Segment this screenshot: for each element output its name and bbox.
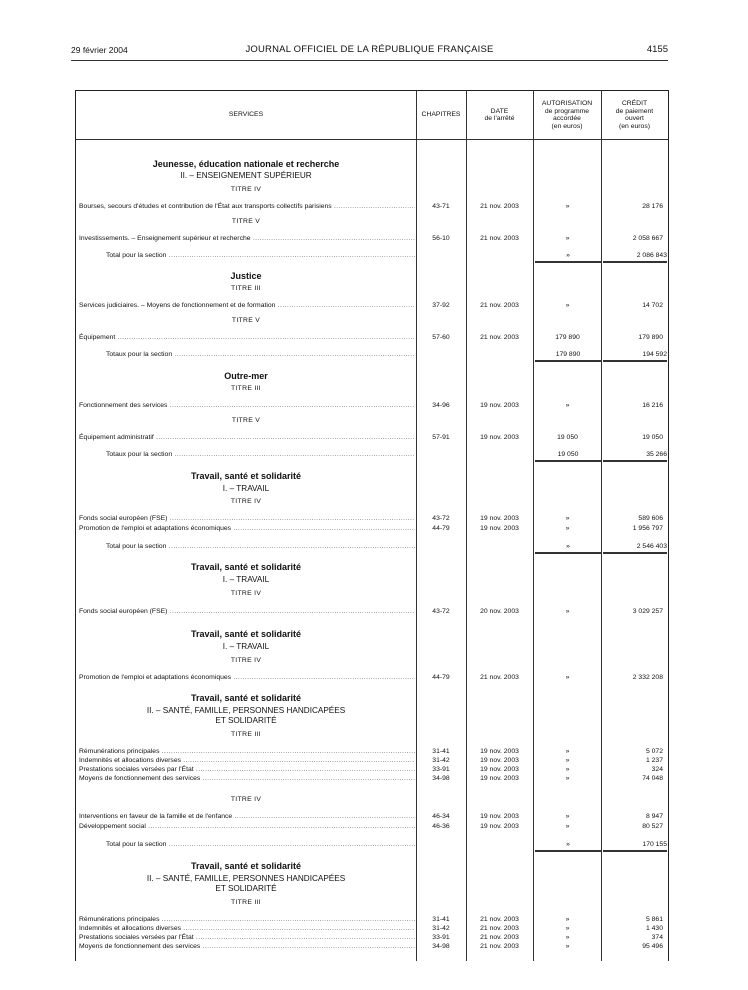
credit-cell: 170 155: [603, 840, 667, 852]
titre-heading: TITRE V: [231, 417, 261, 424]
table-row: [76, 234, 668, 244]
autorisation-cell: »: [565, 203, 570, 210]
service-label: Bourses, secours d'études et contribution de l'État aux transports collectifs parisiens .....: [79, 202, 415, 212]
service-label: Indemnités et allocations diverses .....: [79, 924, 415, 934]
section-subheading: II. – SANTÉ, FAMILLE, PERSONNES HANDICAPÉES ET SOLIDARITÉ: [146, 874, 346, 893]
titre-heading: TITRE IV: [230, 498, 262, 505]
autorisation-cell: »: [565, 674, 570, 681]
service-label: Prestations sociales versées par l'État .....: [79, 933, 415, 943]
titre-heading: TITRE III: [231, 731, 261, 738]
credit-cell: 5 072: [645, 748, 663, 755]
credit-cell: 3 029 257: [632, 608, 663, 615]
chapitre-cell: 44-79: [432, 525, 450, 532]
date-cell: 21 nov. 2003: [480, 934, 519, 941]
autorisation-cell: »: [565, 925, 570, 932]
date-cell: 21 nov. 2003: [480, 925, 519, 932]
autorisation-cell: »: [565, 748, 570, 755]
credit-cell: 589 606: [638, 515, 663, 522]
table-row: [76, 333, 668, 343]
autorisation-cell: »: [565, 235, 570, 242]
autorisation-cell: 19 050: [535, 450, 601, 462]
titre-heading: TITRE V: [231, 218, 261, 225]
autorisation-cell: 19 050: [557, 434, 578, 441]
table-row: [76, 607, 668, 617]
chapitre-cell: 37-92: [432, 302, 450, 309]
service-label: Interventions en faveur de la famille et de l'enfance .....: [79, 812, 415, 822]
chapitre-cell: 34-98: [432, 775, 450, 782]
date-cell: 20 nov. 2003: [480, 608, 519, 615]
credit-cell: 194 592: [603, 350, 667, 362]
chapitre-cell: 33-91: [432, 934, 450, 941]
credit-cell: 5 861: [645, 916, 663, 923]
credit-cell: 16 216: [642, 402, 663, 409]
section-heading: Jeunesse, éducation nationale et recherche: [152, 159, 340, 169]
service-label: Totaux pour la section .....: [106, 450, 415, 460]
table-row: [76, 514, 668, 524]
credit-cell: 179 890: [638, 334, 663, 341]
chapitre-cell: 43-72: [432, 608, 450, 615]
col-header-services: SERVICES: [228, 111, 264, 119]
table-header: [76, 91, 668, 140]
credit-cell: 28 176: [642, 203, 663, 210]
date-cell: 21 nov. 2003: [480, 943, 519, 950]
credit-cell: 2 058 667: [632, 235, 663, 242]
section-heading: Travail, santé et solidarité: [190, 693, 302, 703]
credit-cell: 14 702: [642, 302, 663, 309]
section-subheading: I. – TRAVAIL: [222, 642, 270, 651]
date-cell: 21 nov. 2003: [480, 674, 519, 681]
section-heading: Justice: [230, 271, 262, 281]
chapitre-cell: 33-91: [432, 766, 450, 773]
col-header-chapitres: CHAPITRES: [421, 111, 461, 119]
autorisation-cell: »: [565, 525, 570, 532]
service-label: Totaux pour la section .....: [106, 350, 415, 360]
journal-title: JOURNAL OFFICIEL DE LA RÉPUBLIQUE FRANÇAISE: [245, 44, 494, 55]
total-row: [76, 450, 668, 460]
header-rule: [71, 60, 668, 61]
chapitre-cell: 31-42: [432, 757, 450, 764]
autorisation-cell: 179 890: [555, 334, 580, 341]
autorisation-cell: »: [565, 302, 570, 309]
service-label: Fonds social européen (FSE) .....: [79, 607, 415, 617]
date-cell: 19 nov. 2003: [480, 823, 519, 830]
date-cell: 21 nov. 2003: [480, 203, 519, 210]
service-label: Équipement .....: [79, 333, 415, 343]
service-label: Total pour la section .....: [106, 840, 415, 850]
autorisation-cell: »: [535, 251, 601, 263]
credit-cell: 1 430: [645, 925, 663, 932]
table-row: [76, 673, 668, 683]
service-label: Total pour la section .....: [106, 542, 415, 552]
credit-cell: 2 332 208: [632, 674, 663, 681]
credit-cell: 35 266: [603, 450, 667, 462]
credit-cell: 374: [651, 934, 663, 941]
service-label: Équipement administratif .....: [79, 433, 415, 443]
credit-cell: 1 237: [645, 757, 663, 764]
service-label: Moyens de fonctionnement des services .....: [79, 942, 415, 952]
credits-table: [75, 90, 669, 961]
chapitre-cell: 46-36: [432, 823, 450, 830]
credit-cell: 2 086 843: [603, 251, 667, 263]
table-row: [76, 812, 668, 822]
table-row: [76, 524, 668, 534]
table-row: [76, 433, 668, 443]
credit-cell: 8 947: [645, 813, 663, 820]
table-row: [76, 401, 668, 411]
chapitre-cell: 34-96: [432, 402, 450, 409]
titre-heading: TITRE III: [231, 899, 261, 906]
autorisation-cell: »: [565, 608, 570, 615]
chapitre-cell: 31-42: [432, 925, 450, 932]
chapitre-cell: 57-91: [432, 434, 450, 441]
section-subheading: II. – ENSEIGNEMENT SUPÉRIEUR: [180, 171, 312, 180]
table-row: [76, 202, 668, 212]
service-label: Investissements. – Enseignement supérieur et recherche .....: [79, 234, 415, 244]
credit-cell: 95 496: [642, 943, 663, 950]
issue-date: 29 février 2004: [71, 45, 128, 55]
page-header: [71, 43, 668, 57]
col-header-date: DATE de l'arrêté: [484, 107, 515, 122]
service-label: Développement social .....: [79, 822, 415, 832]
service-label: Prestations sociales versées par l'État .....: [79, 765, 415, 775]
autorisation-cell: »: [535, 840, 601, 852]
chapitre-cell: 31-41: [432, 916, 450, 923]
service-label: Services judiciaires. – Moyens de fonctionnement et de formation .....: [79, 301, 415, 311]
total-row: [76, 542, 668, 552]
autorisation-cell: »: [565, 775, 570, 782]
chapitre-cell: 34-98: [432, 943, 450, 950]
total-row: [76, 251, 668, 261]
autorisation-cell: »: [565, 916, 570, 923]
autorisation-cell: »: [565, 766, 570, 773]
service-label: Indemnités et allocations diverses .....: [79, 756, 415, 766]
section-heading: Outre-mer: [224, 371, 268, 381]
chapitre-cell: 46-34: [432, 813, 450, 820]
section-heading: Travail, santé et solidarité: [190, 861, 302, 871]
credit-cell: 74 048: [642, 775, 663, 782]
chapitre-cell: 43-72: [432, 515, 450, 522]
date-cell: 19 nov. 2003: [480, 757, 519, 764]
chapitre-cell: 44-79: [432, 674, 450, 681]
col-header-autorisation: AUTORISATION de programme accordée (en euros): [541, 100, 593, 130]
autorisation-cell: »: [565, 823, 570, 830]
date-cell: 21 nov. 2003: [480, 235, 519, 242]
titre-heading: TITRE IV: [230, 796, 262, 803]
table-row: [76, 301, 668, 311]
date-cell: 19 nov. 2003: [480, 748, 519, 755]
date-cell: 19 nov. 2003: [480, 402, 519, 409]
service-label: Rémunérations principales .....: [79, 747, 415, 757]
date-cell: 21 nov. 2003: [480, 334, 519, 341]
credit-cell: 1 956 797: [632, 525, 663, 532]
service-label: Promotion de l'emploi et adaptations économiques .....: [79, 524, 415, 534]
autorisation-cell: »: [565, 757, 570, 764]
chapitre-cell: 43-71: [432, 203, 450, 210]
chapitre-cell: 31-41: [432, 748, 450, 755]
total-row: [76, 350, 668, 360]
date-cell: 19 nov. 2003: [480, 813, 519, 820]
titre-heading: TITRE IV: [230, 657, 262, 664]
date-cell: 19 nov. 2003: [480, 434, 519, 441]
date-cell: 19 nov. 2003: [480, 515, 519, 522]
credit-cell: 324: [651, 766, 663, 773]
credit-cell: 2 546 403: [603, 542, 667, 554]
date-cell: 19 nov. 2003: [480, 525, 519, 532]
titre-heading: TITRE IV: [230, 186, 262, 193]
section-heading: Travail, santé et solidarité: [190, 562, 302, 572]
section-heading: Travail, santé et solidarité: [190, 471, 302, 481]
table-row: [76, 774, 668, 784]
service-label: Moyens de fonctionnement des services .....: [79, 774, 415, 784]
titre-heading: TITRE V: [231, 317, 261, 324]
date-cell: 21 nov. 2003: [480, 916, 519, 923]
table-row: [76, 822, 668, 832]
date-cell: 19 nov. 2003: [480, 766, 519, 773]
service-label: Fonctionnement des services .....: [79, 401, 415, 411]
chapitre-cell: 56-10: [432, 235, 450, 242]
page-number: 4155: [646, 44, 668, 55]
section-subheading: I. – TRAVAIL: [222, 484, 270, 493]
titre-heading: TITRE III: [231, 285, 261, 292]
autorisation-cell: »: [565, 402, 570, 409]
autorisation-cell: »: [565, 934, 570, 941]
chapitre-cell: 57-60: [432, 334, 450, 341]
service-label: Fonds social européen (FSE) .....: [79, 514, 415, 524]
service-label: Rémunérations principales .....: [79, 915, 415, 925]
credit-cell: 80 527: [642, 823, 663, 830]
credit-cell: 19 050: [642, 434, 663, 441]
titre-heading: TITRE IV: [230, 590, 262, 597]
autorisation-cell: 179 890: [535, 350, 601, 362]
autorisation-cell: »: [565, 515, 570, 522]
col-header-credit: CRÉDIT de paiement ouvert (en euros): [615, 100, 654, 130]
autorisation-cell: »: [565, 813, 570, 820]
autorisation-cell: »: [565, 943, 570, 950]
service-label: Promotion de l'emploi et adaptations économiques .....: [79, 673, 415, 683]
service-label: Total pour la section .....: [106, 251, 415, 261]
section-subheading: I. – TRAVAIL: [222, 575, 270, 584]
section-heading: Travail, santé et solidarité: [190, 629, 302, 639]
date-cell: 21 nov. 2003: [480, 302, 519, 309]
titre-heading: TITRE III: [231, 385, 261, 392]
autorisation-cell: »: [535, 542, 601, 554]
date-cell: 19 nov. 2003: [480, 775, 519, 782]
section-subheading: II. – SANTÉ, FAMILLE, PERSONNES HANDICAPÉES ET SOLIDARITÉ: [146, 706, 346, 725]
table-row: [76, 942, 668, 952]
total-row: [76, 840, 668, 850]
